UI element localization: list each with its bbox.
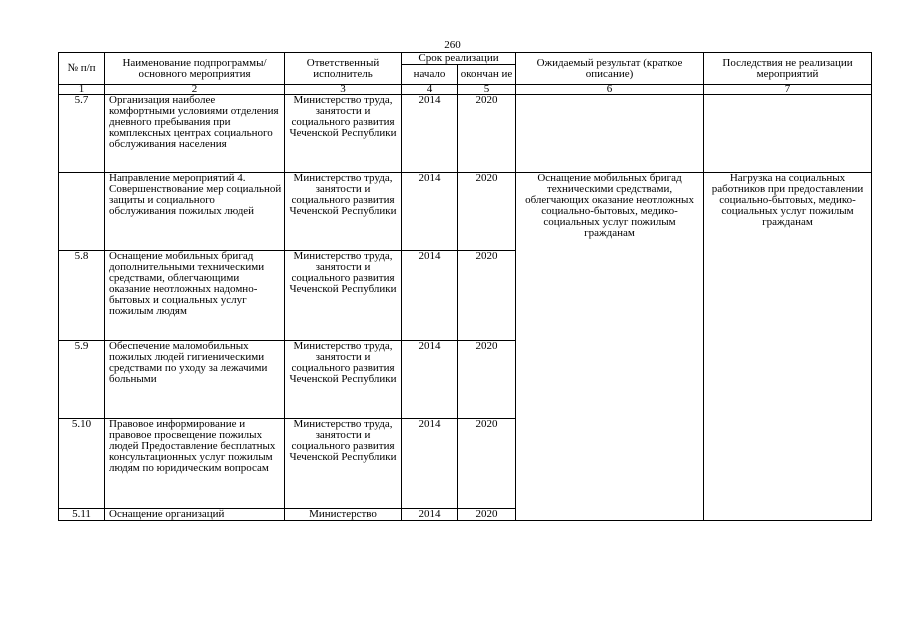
row-end: 2020 [458,95,516,173]
row-start: 2014 [402,95,458,173]
column-number: 3 [285,85,402,95]
header-responsible: Ответственный исполнитель [285,53,402,85]
column-number: 5 [458,85,516,95]
row-number: 5.10 [59,419,105,509]
merged-result: Оснащение мобильных бригад техническими средствами, облегчающих оказание неотложных социально-бытовых, медико-социальных услуг пожилым гражданам [516,173,704,521]
column-number: 1 [59,85,105,95]
row-number: 5.7 [59,95,105,173]
row-consequences-empty [704,95,872,173]
row-name: Направление мероприятий 4. Совершенствование мер социальной защиты и социального обслуживания пожилых людей [105,173,285,251]
row-end: 2020 [458,419,516,509]
column-numbers-row [59,85,872,95]
row-name: Организация наиболее комфортными условиями отделения дневного пребывания при комплексных центрах социального обслуживания населения [105,95,285,173]
column-number: 4 [402,85,458,95]
table-row [59,173,872,251]
row-start: 2014 [402,419,458,509]
header-end: окончан ие [458,65,516,85]
row-number: 5.11 [59,509,105,521]
header-name: Наименование подпрограммы/ основного мероприятия [105,53,285,85]
row-responsible: Министерство труда, занятости и социального развития Чеченской Республики [285,341,402,419]
row-name: Оснащение организаций [105,509,285,521]
row-start: 2014 [402,509,458,521]
row-start: 2014 [402,173,458,251]
row-number: 5.8 [59,251,105,341]
row-name: Правовое информирование и правовое просвещение пожилых людей Предоставление бесплатных консультационных услуг пожилым людям по юридическим вопросам [105,419,285,509]
table-row [59,95,872,173]
row-number: 5.9 [59,341,105,419]
column-number: 2 [105,85,285,95]
row-responsible: Министерство [285,509,402,521]
column-number: 6 [516,85,704,95]
header-consequences: Последствия не реализации мероприятий [704,53,872,85]
row-end: 2020 [458,509,516,521]
row-responsible: Министерство труда, занятости и социального развития Чеченской Республики [285,419,402,509]
header-num: № п/п [59,53,105,85]
row-responsible: Министерство труда, занятости и социального развития Чеченской Республики [285,173,402,251]
row-end: 2020 [458,341,516,419]
row-start: 2014 [402,341,458,419]
program-table [58,52,872,521]
row-result-empty [516,95,704,173]
column-number: 7 [704,85,872,95]
row-end: 2020 [458,173,516,251]
row-name: Обеспечение маломобильных пожилых людей гигиеническими средствами по уходу за лежачими больными [105,341,285,419]
merged-consequences: Нагрузка на социальных работников при предоставлении социально-бытовых, медико-социальных услуг пожилым гражданам [704,173,872,521]
row-responsible: Министерство труда, занятости и социального развития Чеченской Республики [285,95,402,173]
row-responsible: Министерство труда, занятости и социального развития Чеченской Республики [285,251,402,341]
row-number [59,173,105,251]
header-result: Ожидаемый результат (краткое описание) [516,53,704,85]
row-name: Оснащение мобильных бригад дополнительными техническими средствами, облегчающими оказание неотложных надомно-бытовых и социальных услуг пожилым людям [105,251,285,341]
page-number: 260 [444,39,461,51]
header-period: Срок реализации [402,53,516,65]
row-end: 2020 [458,251,516,341]
header-row [59,53,872,65]
header-start: начало [402,65,458,85]
row-start: 2014 [402,251,458,341]
